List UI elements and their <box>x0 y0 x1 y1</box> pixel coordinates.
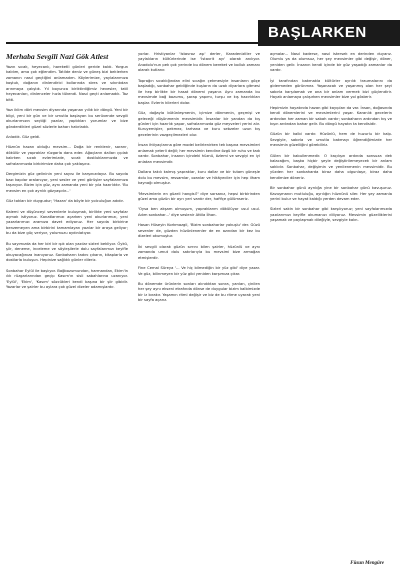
article-title: Merhaba Sevgili Nazi Gök Atlest <box>6 52 109 61</box>
paragraph: Fine Cemal Süreya '... Ve hiç bilmediğin bir yüz gibi' diye yazar. Ve güz, bilinmeyen bir yüz gibi yeniden karşımıza çıkar. <box>138 266 260 276</box>
header-rule <box>6 42 258 44</box>
column-2 <box>138 52 260 570</box>
paragraph: Bu dönemde ürünlerin sonları alındıktan sonra, yarılan, çinilen her şey aynı ekseni etrafında dönse de duygular bizim kalbimizde bir iz bırakır. Yaşamın ritmi değişir ve biz de bu ritme uyarak yeni bir sayfa açarız. <box>138 281 260 303</box>
section-title: BAŞLARKEN <box>268 24 367 41</box>
paragraph: Güz tokları bir duygudur; 'Hazan' da böyle bir yolculuğun adıdır. <box>6 199 124 204</box>
paragraph: İyi tarafından bakmakla kültürler ayrılık traumalarını da gidermeden görünmez. Yaşanacak ve yaşanmış olan her şeyi sabırla karşılamak ve ona bir anlam vermek bizi güçlendirir. Hayatı anlamaya çalışırken mevsimler bize yol gösterir. <box>270 78 392 100</box>
paragraph: Toprağın sıcaklığından elini sıcağın çekmesiyle insanların göçe başladığı, sonbahar geldiğinde kuşların da uzak diyarlara gitmesi ile hep birlikte bir hasat dönemi yaşanır. Aynı zamanda bu mevsimde bağ bozumu, şarap yapımı, turşu ve kış hazırlıkları başlar. Evlerin kilerleri dolar. <box>138 78 260 105</box>
paragraph: Yazı iklim dört mevsim diyarında yaşanan yıllık bir döngü. Yeni bir bilgi, yeni bir gün ve bir umutla başlayan bu serüvende sevgili okurlarımızın seçtiği yazılar, yaptıkları yorumlar ve bize gönderdikleri güzel sözlerle baharı hatırladık. <box>6 108 128 129</box>
paragraph: Anladık. Güz geldi. <box>6 134 41 139</box>
paragraph: yorlar. Hristiyanlar 'İstavroz aşı' derler, Karadenizliler ve yaylalıların kültürlerinde ise 'İstavrit ayı' olarak anılıyor. Anadolu'nun pek çok yerinde bu dönem bereket ve bolluk zamanı olarak kutlanır. <box>138 52 260 73</box>
column-3 <box>270 52 392 570</box>
paragraph: İki sevgili olarak güzün sırrını bilen şairler, hüzünlü ve aynı zamanda umut dolu satırlarıyla bu mevsimi bize armağan etmişlerdir. <box>138 244 260 260</box>
paragraph: İnsan ihtiyaçlarına göre model belirlenirken tek başına mevsimleri anlamak yeterli değil; her mevsimin kendine özgü bir ruhu ve tadı vardır. Sonbahar, insanın içindeki hüznü, özlemi ve sevgiyi en iyi anlatan mevsimdir. <box>138 143 260 164</box>
paragraph: Sonbahar Eylül ile başlıyor. Bağbozumundan, harmandan, Ekim'in ılık rüzgarlarından geçip Kasım'ın sisli sabahlarına uzanıyor. 'Eylül', 'Ekim', 'Kasım' sözcükleri kendi başına bir şiir gibidir. Yazarlar ve şairler bu aylara çok güzel dizeler adamışlardır. <box>6 268 128 289</box>
paragraph: Hepimizin hayatında hazan gibi kayıpları da var. İnsan, doğasında kendi dönemlerini ve mevsimlerini yaşar. Karanlık gecelerin ardından her zaman bir sabah vardır; sonbaharın ardından kış ve kışın ardından bahar gelir. Bu döngü hayatın ta kendisidir. <box>270 105 392 126</box>
paragraph: Bir sonbahar günü ayrılığa yine bir sonbahar günü kavuşuruz. Kavuşmanın mutluluğu, ayrılığın hüznünü siler. Her şey zamanla yerini bulur ve hayat kaldığı yerden devam eder. <box>270 186 392 201</box>
paragraph: Bu sayımızda da her biri bir ışık olan yazılar sizleri bekliyor. Öykü, şiir, deneme, inceleme ve söyleşilerle dolu sayfalarımızı keyifle okuyacağınıza inanıyoruz. Sonbaharın tadını çıkarın, kitaplarla ve dostlarla buluşun. Hepinize sağlıklı günler dileriz. <box>6 241 128 263</box>
paragraph: Yazın sıcak, heyecanlı, hareketli günleri geride kaldı. Yorgun kaldım, ama çok eğlendim. Tatilde deniz ve güneş bizi beklerken zamanın nasıl geçtiğini anlamadım. Köylerimize, yaylalarımıza koştuk, doğanın dinlendirici kollarında stres ve sıkıntıdan arınmaya çalıştık. Yıl boyunca biriktirdiğimiz hevesler, tatil heyecanları, dinlenceler hızla tükendi. Nasıl geçti anlamadık. Taz bitti. <box>6 65 128 102</box>
paragraph: Sizleri sakin bir sonbahar gibi karşılıyoruz; yeni sayfalarımızda yazılarımızı keyifle okumanızı diliyoruz. Mevsimin güzelliklerini yaşamak ve paylaşmak dileğiyle, sevgiyle kalın. <box>270 207 392 223</box>
paragraph: Dergimizin güz gelininin yeni sayısı ile karşınızdayız. Bu sayıda bazı kapılar aralanıyor, yeni sesler ve yeni görüşler sayfalarımıza taşınıyor. Bizim için güz, aynı zamanda yeni bir yıla hazırlıktır. 'Bu mevsim en çok ayrılık gözyaşıdır...' <box>6 172 128 193</box>
paragraph: Hüznün hazan olduğu mevsim... Doğa bir renklenir, sararır, dökülür ve yapraklar rüzgarla dans eder. Ağaçların dalları çıplak kalırken sıcak evlerimizde, sıcak dostluklarımızda ve sofralarımızda birbirimize daha çok yaklaşırız. <box>6 145 128 166</box>
paragraph: Güz, doğayla bütünleşmenin, içimize dönmenin, geçmişi ve geleceği düşünmenin mevsimidir. İnsanlar bir yandan da kış günleri için hazırlık yapar, sofralarımızda güz meyveleri yerini alır. Kuruyemişler, pekmez, tarhana ve kuru sebzeler uzun kış gecelerinin vazgeçilmezleri olur. <box>138 111 260 137</box>
paragraph: Hasan Hüseyin Korkmazgil, 'Bizim sonbaharlar yokuşlu' der. Güzü sevenler de, güzden hüzünlenenler de en azından bir kez bu dizeleri okumuştur. <box>138 223 260 239</box>
paragraph: Gülen bir kabullenmedir. O kaçılışın ardında sonsuza dek kalacağım, başka hiçbir şeyle değiştirilemeyecek bir anlam saklıdır. Sonbahar, değişimin ve yenilenmenin mevsimidir. Bu yüzden her sonbaharda biraz daha olgunlaşır, biraz daha kendimize döneriz. <box>270 153 392 180</box>
paragraph: Dallara takılı kalmış yapraklar, kuru dallar ve bir tutam güneşle dolu bu mevsim, ressamlar, ozanlar ve hikâyeciler için hep ilham kaynağı olmuştur. <box>138 170 260 186</box>
paragraph: açmalar... Nasıl kaderse, nasıl istersek en derinden duyarız. Olumlu ya da olumsuz, her şey mevsimler gibi değişir, döner, yeniden gelir. İnsanın kendi içinde bir güz yaşadığı zamanlar da vardır. <box>270 52 392 73</box>
paragraph: Kalemi ve düşünceyi sevenlerle buluşmak, birlikte yeni sayfalar açmak istiyoruz. Kanatlarımızı açarken yeni okurlarımızı, yeni yazarlarımızı aramıza davet ediyoruz. Her sayıda birbirine benzemeyen ama birbirini tamamlayan yazılar bir araya geliyor; bu da bize güç veriyor, yolumuzu aydınlatıyor. <box>6 209 128 236</box>
paragraph: 'Mevsimlerin en güzeli hangisi?' diye sorsanız, hepsi birbirinden güzel ama güzün bir ayrı yeri vardır der, hafifçe gülümseriz. <box>138 191 260 201</box>
paragraph: 'Oysa ben akşam olmuşum, yapraklarım dökülüyor usul usul. Adım sonbahar...' diye seslenir Attila İlhan. <box>138 207 260 217</box>
article-body <box>6 52 392 572</box>
column-1 <box>6 52 128 570</box>
paragraph: Güzün bir kalbi vardır. Hüzünlü, hem de huzurlu bir kalp. Sevgiyle, sabırla ve umutla bakmayı öğrendiğimizde her mevsimin güzelliğini görebiliriz. <box>270 132 392 148</box>
author-signature: Füsun Mengüre <box>350 561 384 566</box>
section-header <box>258 20 400 46</box>
